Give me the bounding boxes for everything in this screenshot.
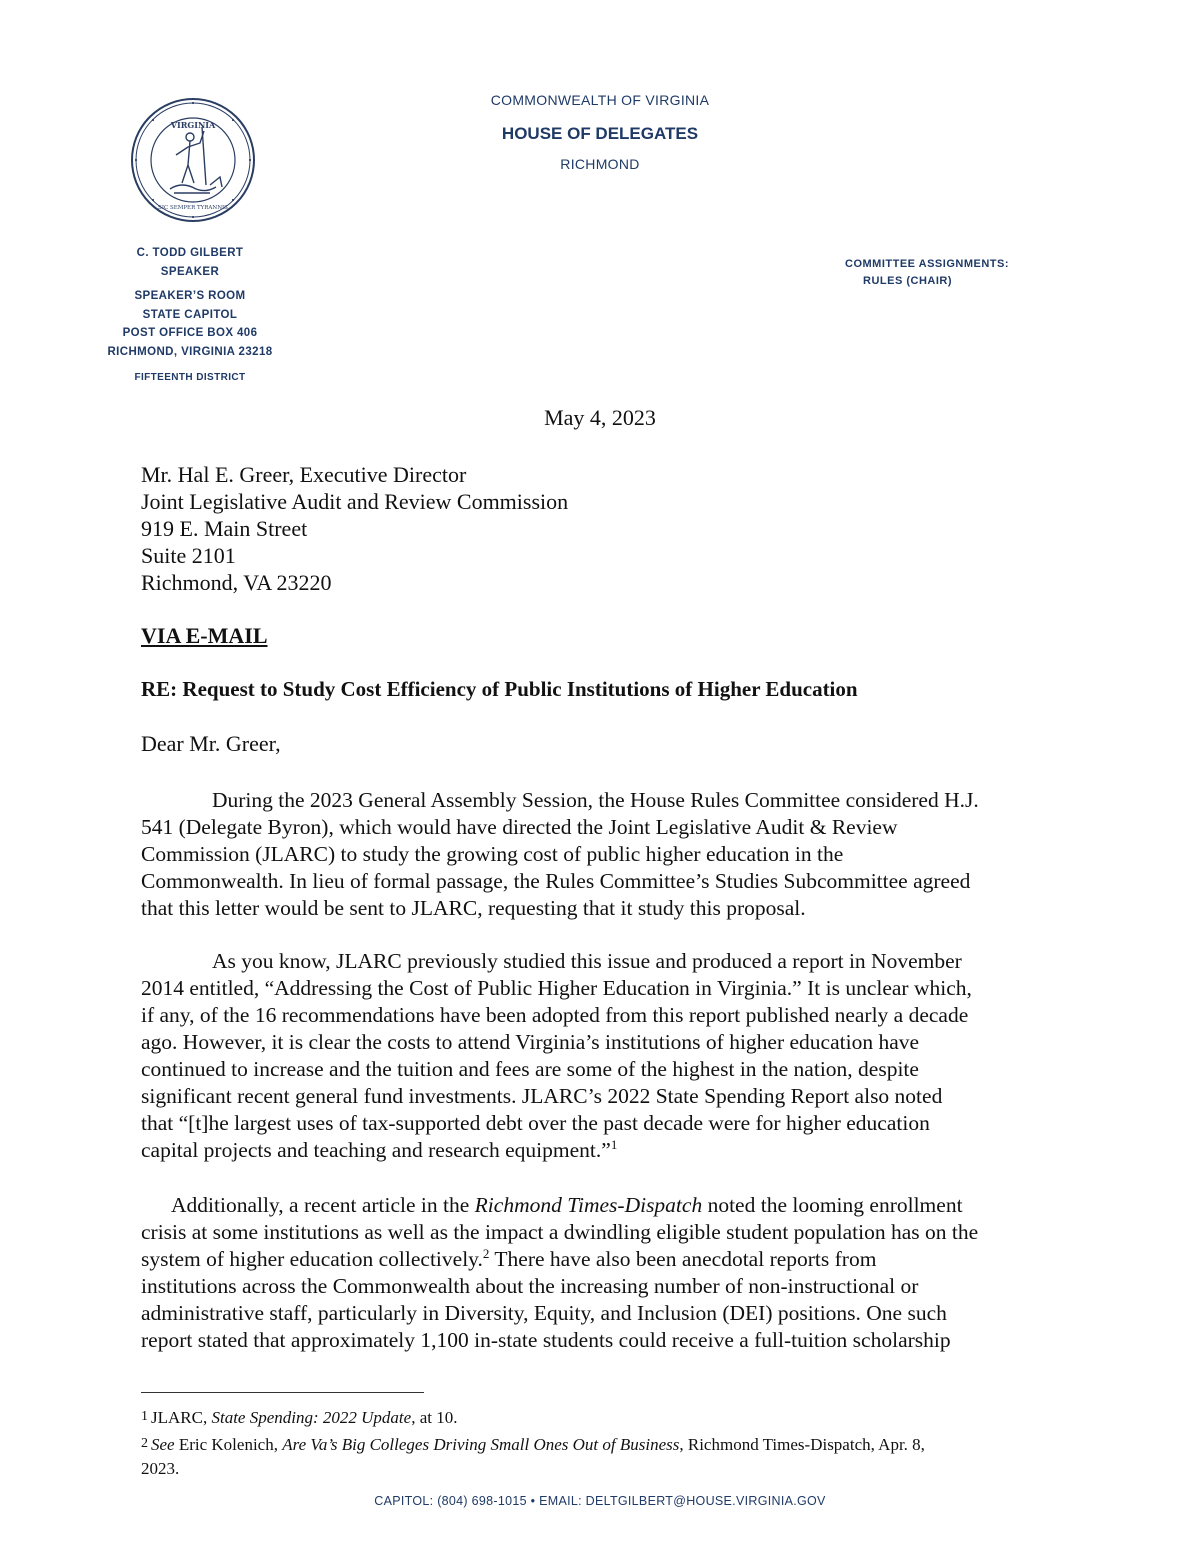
sender-room: SPEAKER’S ROOM	[134, 290, 246, 302]
paragraph-text: There have also been anecdotal reports from	[489, 1247, 877, 1271]
footnote-2	[141, 1432, 1071, 1481]
committee-heading: COMMITTEE ASSIGNMENTS:	[845, 258, 1009, 270]
paragraph-line: Commonwealth. In lieu of formal passage, the Rules Committee’s Studies Subcommittee agreed	[141, 869, 971, 893]
paragraph-text: capital projects and teaching and research equipment.”	[141, 1138, 611, 1162]
paragraph-line: ago. However, it is clear the costs to attend Virginia’s institutions of higher education have	[141, 1030, 920, 1054]
paragraph-line	[141, 1192, 1061, 1219]
paragraph-line: significant recent general fund investments. JLARC’s 2022 State Spending Report also noted	[141, 1084, 943, 1108]
footnote-ref-2: 2	[482, 1245, 490, 1261]
committee-assignments	[845, 256, 1009, 290]
seal-top-text: VIRGINIA	[170, 120, 216, 130]
subject-line: RE: Request to Study Cost Efficiency of Public Institutions of Higher Education	[141, 677, 858, 701]
paragraph-line: institutions across the Commonwealth about the increasing number of non-instructional or	[141, 1274, 919, 1298]
footnote-text: Eric Kolenich,	[174, 1435, 283, 1454]
paragraph-1	[141, 787, 1061, 922]
paragraph-text: Additionally, a recent article in the	[171, 1193, 475, 1217]
footnote-1	[141, 1405, 1071, 1430]
paragraph-line	[141, 1246, 1061, 1273]
paragraph-line: During the 2023 General Assembly Session, the House Rules Committee considered H.J.	[212, 788, 979, 812]
footnote-text: , at 10.	[411, 1408, 458, 1427]
sender-city: RICHMOND, VIRGINIA 23218	[107, 345, 273, 358]
letterhead-commonwealth: COMMONWEALTH OF VIRGINIA	[490, 92, 710, 108]
recipient-line: 919 E. Main Street	[141, 516, 308, 541]
paragraph-text: system of higher education collectively.	[141, 1247, 483, 1271]
sender-building: STATE CAPITOL	[142, 308, 238, 321]
paragraph-line	[141, 1137, 1061, 1164]
paragraph-line: 541 (Delegate Byron), which would have directed the Joint Legislative Audit & Review	[141, 815, 898, 839]
letterhead-house: HOUSE OF DELEGATES	[501, 124, 699, 143]
paragraph-text: noted the looming enrollment	[702, 1193, 963, 1217]
footnotes	[141, 1405, 1071, 1483]
recipient-address	[141, 461, 568, 596]
paragraph-line: report stated that approximately 1,100 in-state students could receive a full-tuition scholarship	[141, 1328, 951, 1352]
recipient-line: Richmond, VA 23220	[141, 570, 332, 595]
footnote-text: 2023.	[141, 1459, 180, 1478]
salutation: Dear Mr. Greer,	[141, 731, 281, 756]
footnote-text: , Richmond Times-Dispatch, Apr. 8,	[679, 1435, 925, 1454]
footnote-text: JLARC,	[151, 1408, 212, 1427]
paragraph-line: As you know, JLARC previously studied this issue and produced a report in November	[212, 949, 962, 973]
footnote-number: 2	[141, 1436, 148, 1451]
recipient-line: Joint Legislative Audit and Review Commission	[141, 489, 569, 514]
publication-name: Richmond Times-Dispatch	[474, 1193, 703, 1217]
paragraph-line: administrative staff, particularly in Diversity, Equity, and Inclusion (DEI) positions. One such	[141, 1301, 947, 1325]
paragraph-2	[141, 948, 1061, 1164]
paragraph-line: continued to increase and the tuition and fees are some of the highest in the nation, despite	[141, 1057, 919, 1081]
paragraph-line: 2014 entitled, “Addressing the Cost of Public Higher Education in Virginia.” It is unclear which,	[141, 976, 972, 1000]
paragraph-line: that “[t]he largest uses of tax-supported debt over the past decade were for higher education	[141, 1111, 930, 1135]
footnote-title: State Spending: 2022 Update	[211, 1408, 412, 1427]
recipient-line: Suite 2101	[141, 543, 236, 568]
committee-item: RULES (CHAIR)	[863, 275, 952, 287]
paragraph-line: if any, of the 16 recommendations have been adopted from this report published nearly a decade	[141, 1003, 969, 1027]
delivery-method: VIA E-MAIL	[141, 623, 268, 648]
footnote-signal: See	[151, 1435, 175, 1454]
footnote-divider	[141, 1392, 424, 1393]
footnote-ref-1: 1	[610, 1136, 618, 1152]
paragraph-line: Commission (JLARC) to study the growing cost of public higher education in the	[141, 842, 844, 866]
sender-district: FIFTEENTH DISTRICT	[134, 372, 246, 383]
seal-bottom-text: SIC SEMPER TYRANNIS	[158, 205, 228, 211]
letterhead	[0, 92, 1200, 172]
contact-footer: CAPITOL: (804) 698-1015 • EMAIL: DELTGILBERT@HOUSE.VIRGINIA.GOV	[374, 1494, 826, 1508]
footnote-number: 1	[141, 1409, 148, 1424]
paragraph-line: that this letter would be sent to JLARC, requesting that it study this proposal.	[141, 896, 806, 920]
paragraph-3	[141, 1192, 1061, 1354]
footnote-title: Are Va’s Big Colleges Driving Small Ones Out of Business	[282, 1435, 680, 1454]
sender-title: SPEAKER	[160, 265, 220, 278]
recipient-line: Mr. Hal E. Greer, Executive Director	[141, 462, 467, 487]
sender-name: C. TODD GILBERT	[136, 247, 244, 259]
sender-block	[90, 244, 290, 388]
letterhead-city: RICHMOND	[560, 156, 640, 172]
sender-po-box: POST OFFICE BOX 406	[122, 327, 258, 339]
paragraph-line: crisis at some institutions as well as the impact a dwindling eligible student population has on the	[141, 1220, 979, 1244]
letter-date: May 4, 2023	[544, 405, 656, 430]
